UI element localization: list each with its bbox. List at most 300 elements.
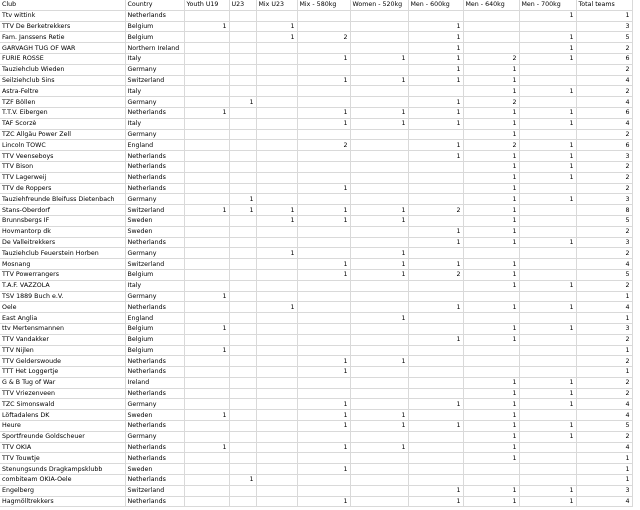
cell-women-520kg[interactable]: 1 [350, 248, 408, 259]
cell-u23[interactable] [229, 86, 256, 97]
cell-mix-580kg[interactable]: 1 [297, 75, 350, 86]
cell-club[interactable]: GARVAGH TUG OF WAR [0, 43, 125, 54]
cell-women-520kg[interactable] [350, 140, 408, 151]
cell-club[interactable]: Fam. Janssens Retie [0, 32, 125, 43]
cell-youth-u19[interactable] [184, 302, 229, 313]
cell-u23[interactable] [229, 215, 256, 226]
cell-men-700kg[interactable] [519, 334, 576, 345]
cell-men-700kg[interactable]: 1 [519, 237, 576, 248]
cell-men-700kg[interactable] [519, 291, 576, 302]
cell-men-600kg[interactable] [408, 172, 463, 183]
cell-u23[interactable] [229, 32, 256, 43]
cell-club[interactable]: G & B Tug of War [0, 377, 125, 388]
cell-youth-u19[interactable]: 1 [184, 345, 229, 356]
cell-men-700kg[interactable] [519, 129, 576, 140]
column-header-men-640kg[interactable]: Men - 640kg [463, 0, 519, 10]
cell-women-520kg[interactable]: 1 [350, 53, 408, 64]
cell-women-520kg[interactable] [350, 367, 408, 378]
cell-total-teams[interactable]: 2 [576, 226, 632, 237]
cell-country[interactable]: Netherlands [125, 453, 184, 464]
cell-mix-u23[interactable] [256, 194, 297, 205]
cell-total-teams[interactable]: 1 [576, 453, 632, 464]
cell-men-640kg[interactable]: 1 [463, 183, 519, 194]
cell-club[interactable]: Engelberg [0, 485, 125, 496]
cell-mix-u23[interactable] [256, 75, 297, 86]
cell-u23[interactable] [229, 367, 256, 378]
cell-men-640kg[interactable] [463, 43, 519, 54]
cell-club[interactable]: Tauziehclub Feuerstein Horben [0, 248, 125, 259]
cell-club[interactable]: Oele [0, 302, 125, 313]
cell-total-teams[interactable]: 2 [576, 377, 632, 388]
cell-men-700kg[interactable]: 1 [519, 323, 576, 334]
cell-country[interactable]: Sweden [125, 215, 184, 226]
cell-women-520kg[interactable] [350, 280, 408, 291]
cell-country[interactable]: Germany [125, 194, 184, 205]
cell-club[interactable]: TZC Allgäu Power Zell [0, 129, 125, 140]
cell-total-teams[interactable]: 3 [576, 194, 632, 205]
cell-men-600kg[interactable]: 1 [408, 64, 463, 75]
cell-total-teams[interactable]: 2 [576, 172, 632, 183]
cell-total-teams[interactable]: 5 [576, 32, 632, 43]
cell-men-640kg[interactable]: 1 [463, 161, 519, 172]
cell-country[interactable]: Germany [125, 129, 184, 140]
cell-club[interactable]: Löftadalens DK [0, 410, 125, 421]
cell-club[interactable]: TTV Touwtje [0, 453, 125, 464]
cell-country[interactable]: Germany [125, 291, 184, 302]
cell-women-520kg[interactable]: 1 [350, 215, 408, 226]
cell-mix-580kg[interactable] [297, 172, 350, 183]
cell-country[interactable]: Netherlands [125, 475, 184, 486]
cell-men-700kg[interactable]: 1 [519, 32, 576, 43]
cell-men-700kg[interactable]: 1 [519, 172, 576, 183]
cell-youth-u19[interactable] [184, 43, 229, 54]
cell-country[interactable]: Germany [125, 97, 184, 108]
cell-men-700kg[interactable] [519, 75, 576, 86]
cell-mix-580kg[interactable] [297, 323, 350, 334]
cell-mix-580kg[interactable]: 1 [297, 442, 350, 453]
cell-country[interactable]: Ireland [125, 377, 184, 388]
cell-u23[interactable] [229, 291, 256, 302]
cell-women-520kg[interactable] [350, 323, 408, 334]
cell-men-600kg[interactable]: 1 [408, 97, 463, 108]
cell-club[interactable]: Hagmölltrekkers [0, 496, 125, 507]
cell-u23[interactable] [229, 496, 256, 507]
cell-men-700kg[interactable] [519, 248, 576, 259]
cell-club[interactable]: TTV de Roppers [0, 183, 125, 194]
cell-total-teams[interactable]: 1 [576, 367, 632, 378]
cell-men-600kg[interactable]: 1 [408, 118, 463, 129]
cell-club[interactable]: Astra-Feltre [0, 86, 125, 97]
cell-total-teams[interactable]: 4 [576, 302, 632, 313]
cell-men-700kg[interactable] [519, 259, 576, 270]
cell-youth-u19[interactable] [184, 215, 229, 226]
cell-mix-u23[interactable] [256, 259, 297, 270]
cell-mix-u23[interactable] [256, 388, 297, 399]
cell-women-520kg[interactable] [350, 194, 408, 205]
cell-mix-580kg[interactable] [297, 291, 350, 302]
cell-u23[interactable] [229, 118, 256, 129]
cell-u23[interactable] [229, 377, 256, 388]
cell-youth-u19[interactable] [184, 140, 229, 151]
cell-men-700kg[interactable]: 1 [519, 388, 576, 399]
cell-mix-u23[interactable] [256, 291, 297, 302]
cell-country[interactable]: Netherlands [125, 183, 184, 194]
cell-men-640kg[interactable]: 1 [463, 118, 519, 129]
cell-club[interactable]: Mosnang [0, 259, 125, 270]
cell-men-640kg[interactable] [463, 32, 519, 43]
cell-u23[interactable] [229, 269, 256, 280]
cell-u23[interactable] [229, 388, 256, 399]
cell-u23[interactable] [229, 75, 256, 86]
cell-youth-u19[interactable]: 1 [184, 21, 229, 32]
cell-mix-u23[interactable] [256, 323, 297, 334]
cell-country[interactable]: Netherlands [125, 107, 184, 118]
cell-club[interactable]: TTV OKIA [0, 442, 125, 453]
cell-men-600kg[interactable] [408, 183, 463, 194]
cell-mix-u23[interactable] [256, 399, 297, 410]
cell-men-600kg[interactable] [408, 280, 463, 291]
cell-u23[interactable] [229, 21, 256, 32]
cell-total-teams[interactable]: 1 [576, 464, 632, 475]
cell-club[interactable]: Seilziehclub Sins [0, 75, 125, 86]
cell-youth-u19[interactable] [184, 269, 229, 280]
cell-u23[interactable] [229, 302, 256, 313]
cell-women-520kg[interactable]: 1 [350, 410, 408, 421]
cell-youth-u19[interactable] [184, 129, 229, 140]
cell-country[interactable]: Netherlands [125, 10, 184, 21]
cell-club[interactable]: TAF Scorzè [0, 118, 125, 129]
cell-club[interactable]: Brunnsbergs IF [0, 215, 125, 226]
cell-club[interactable]: East Anglia [0, 313, 125, 324]
cell-mix-u23[interactable] [256, 140, 297, 151]
cell-mix-u23[interactable] [256, 53, 297, 64]
cell-men-600kg[interactable]: 1 [408, 302, 463, 313]
cell-youth-u19[interactable] [184, 10, 229, 21]
cell-men-700kg[interactable]: 1 [519, 118, 576, 129]
cell-club[interactable]: ttv Mertensmannen [0, 323, 125, 334]
cell-youth-u19[interactable] [184, 464, 229, 475]
cell-club[interactable]: TTV Gelderswoude [0, 356, 125, 367]
cell-men-700kg[interactable] [519, 215, 576, 226]
cell-men-600kg[interactable] [408, 464, 463, 475]
cell-mix-580kg[interactable]: 1 [297, 356, 350, 367]
cell-women-520kg[interactable] [350, 291, 408, 302]
cell-men-700kg[interactable] [519, 367, 576, 378]
cell-club[interactable]: Hovmantorp dk [0, 226, 125, 237]
cell-u23[interactable] [229, 356, 256, 367]
cell-country[interactable]: Germany [125, 399, 184, 410]
cell-women-520kg[interactable]: 1 [350, 205, 408, 216]
cell-youth-u19[interactable] [184, 86, 229, 97]
cell-mix-u23[interactable] [256, 118, 297, 129]
cell-mix-u23[interactable]: 1 [256, 215, 297, 226]
cell-youth-u19[interactable] [184, 421, 229, 432]
cell-mix-u23[interactable] [256, 313, 297, 324]
cell-men-700kg[interactable]: 1 [519, 496, 576, 507]
cell-u23[interactable] [229, 334, 256, 345]
cell-mix-580kg[interactable] [297, 313, 350, 324]
cell-u23[interactable]: 1 [229, 205, 256, 216]
cell-club[interactable]: TTV Bison [0, 161, 125, 172]
cell-country[interactable]: Netherlands [125, 237, 184, 248]
cell-mix-u23[interactable] [256, 377, 297, 388]
cell-men-640kg[interactable]: 1 [463, 151, 519, 162]
cell-u23[interactable] [229, 43, 256, 54]
cell-total-teams[interactable]: 6 [576, 53, 632, 64]
cell-men-640kg[interactable]: 1 [463, 421, 519, 432]
cell-mix-u23[interactable] [256, 107, 297, 118]
cell-women-520kg[interactable]: 1 [350, 421, 408, 432]
cell-youth-u19[interactable] [184, 399, 229, 410]
cell-club[interactable]: Heure [0, 421, 125, 432]
cell-club[interactable]: Lincoln TOWC [0, 140, 125, 151]
cell-country[interactable]: Italy [125, 118, 184, 129]
cell-club[interactable]: Stans-Oberdorf [0, 205, 125, 216]
cell-women-520kg[interactable]: 1 [350, 356, 408, 367]
cell-men-640kg[interactable]: 1 [463, 302, 519, 313]
cell-men-600kg[interactable] [408, 291, 463, 302]
cell-men-600kg[interactable] [408, 453, 463, 464]
cell-men-600kg[interactable]: 1 [408, 32, 463, 43]
cell-youth-u19[interactable] [184, 118, 229, 129]
cell-men-600kg[interactable] [408, 313, 463, 324]
cell-u23[interactable] [229, 464, 256, 475]
cell-u23[interactable] [229, 107, 256, 118]
cell-men-700kg[interactable]: 1 [519, 194, 576, 205]
cell-u23[interactable] [229, 345, 256, 356]
cell-u23[interactable] [229, 140, 256, 151]
cell-u23[interactable] [229, 485, 256, 496]
cell-men-700kg[interactable] [519, 97, 576, 108]
cell-total-teams[interactable]: 3 [576, 237, 632, 248]
cell-men-600kg[interactable]: 1 [408, 421, 463, 432]
cell-mix-580kg[interactable] [297, 97, 350, 108]
cell-women-520kg[interactable] [350, 302, 408, 313]
cell-country[interactable]: Netherlands [125, 367, 184, 378]
cell-mix-580kg[interactable]: 1 [297, 118, 350, 129]
cell-mix-u23[interactable]: 1 [256, 248, 297, 259]
cell-women-520kg[interactable] [350, 399, 408, 410]
cell-men-600kg[interactable] [408, 442, 463, 453]
cell-men-700kg[interactable] [519, 21, 576, 32]
cell-men-700kg[interactable]: 1 [519, 161, 576, 172]
column-header-youth-u19[interactable]: Youth U19 [184, 0, 229, 10]
cell-women-520kg[interactable] [350, 10, 408, 21]
cell-u23[interactable] [229, 431, 256, 442]
cell-women-520kg[interactable] [350, 172, 408, 183]
cell-youth-u19[interactable] [184, 313, 229, 324]
cell-total-teams[interactable]: 2 [576, 280, 632, 291]
column-header-women-520kg[interactable]: Women - 520kg [350, 0, 408, 10]
cell-men-640kg[interactable]: 1 [463, 431, 519, 442]
cell-women-520kg[interactable] [350, 453, 408, 464]
cell-men-600kg[interactable]: 1 [408, 53, 463, 64]
cell-total-teams[interactable]: 4 [576, 75, 632, 86]
cell-mix-580kg[interactable] [297, 43, 350, 54]
cell-mix-u23[interactable] [256, 10, 297, 21]
cell-mix-u23[interactable] [256, 269, 297, 280]
cell-men-700kg[interactable] [519, 183, 576, 194]
cell-men-600kg[interactable] [408, 86, 463, 97]
cell-mix-u23[interactable] [256, 442, 297, 453]
cell-mix-u23[interactable] [256, 485, 297, 496]
cell-men-640kg[interactable]: 2 [463, 140, 519, 151]
cell-total-teams[interactable]: 1 [576, 475, 632, 486]
cell-u23[interactable] [229, 151, 256, 162]
cell-men-600kg[interactable]: 1 [408, 226, 463, 237]
cell-men-600kg[interactable]: 1 [408, 334, 463, 345]
cell-men-700kg[interactable]: 1 [519, 151, 576, 162]
cell-mix-u23[interactable] [256, 453, 297, 464]
cell-total-teams[interactable]: 8 [576, 205, 632, 216]
cell-u23[interactable] [229, 410, 256, 421]
cell-total-teams[interactable]: 2 [576, 356, 632, 367]
cell-country[interactable]: England [125, 313, 184, 324]
cell-club[interactable]: TSV 1889 Buch e.V. [0, 291, 125, 302]
cell-youth-u19[interactable]: 1 [184, 410, 229, 421]
cell-women-520kg[interactable] [350, 129, 408, 140]
cell-women-520kg[interactable] [350, 431, 408, 442]
cell-mix-580kg[interactable] [297, 453, 350, 464]
cell-men-640kg[interactable]: 1 [463, 280, 519, 291]
cell-youth-u19[interactable] [184, 356, 229, 367]
cell-men-640kg[interactable]: 1 [463, 226, 519, 237]
cell-youth-u19[interactable] [184, 183, 229, 194]
cell-country[interactable]: Belgium [125, 32, 184, 43]
cell-mix-u23[interactable] [256, 410, 297, 421]
cell-mix-u23[interactable] [256, 161, 297, 172]
cell-total-teams[interactable]: 5 [576, 215, 632, 226]
cell-total-teams[interactable]: 4 [576, 442, 632, 453]
cell-total-teams[interactable]: 4 [576, 410, 632, 421]
cell-women-520kg[interactable] [350, 237, 408, 248]
cell-mix-580kg[interactable] [297, 377, 350, 388]
cell-men-600kg[interactable]: 1 [408, 259, 463, 270]
cell-mix-u23[interactable]: 1 [256, 205, 297, 216]
cell-country[interactable]: Netherlands [125, 388, 184, 399]
cell-total-teams[interactable]: 1 [576, 313, 632, 324]
cell-mix-u23[interactable] [256, 86, 297, 97]
cell-u23[interactable] [229, 313, 256, 324]
cell-country[interactable]: Italy [125, 280, 184, 291]
cell-country[interactable]: Sweden [125, 464, 184, 475]
cell-men-640kg[interactable]: 1 [463, 496, 519, 507]
cell-mix-580kg[interactable] [297, 64, 350, 75]
cell-country[interactable]: Netherlands [125, 151, 184, 162]
cell-mix-580kg[interactable] [297, 388, 350, 399]
cell-country[interactable]: Belgium [125, 334, 184, 345]
cell-total-teams[interactable]: 2 [576, 248, 632, 259]
cell-men-600kg[interactable] [408, 388, 463, 399]
cell-men-640kg[interactable]: 1 [463, 129, 519, 140]
cell-mix-580kg[interactable]: 1 [297, 183, 350, 194]
cell-men-640kg[interactable] [463, 291, 519, 302]
cell-mix-580kg[interactable] [297, 302, 350, 313]
cell-mix-u23[interactable] [256, 64, 297, 75]
cell-men-640kg[interactable] [463, 475, 519, 486]
cell-mix-580kg[interactable] [297, 21, 350, 32]
cell-country[interactable]: Italy [125, 86, 184, 97]
cell-mix-u23[interactable] [256, 97, 297, 108]
cell-mix-580kg[interactable]: 1 [297, 215, 350, 226]
cell-men-640kg[interactable]: 1 [463, 485, 519, 496]
cell-country[interactable]: Switzerland [125, 485, 184, 496]
cell-mix-580kg[interactable]: 1 [297, 259, 350, 270]
cell-country[interactable]: Germany [125, 64, 184, 75]
cell-men-640kg[interactable]: 1 [463, 323, 519, 334]
cell-men-600kg[interactable] [408, 356, 463, 367]
cell-women-520kg[interactable]: 1 [350, 269, 408, 280]
cell-mix-u23[interactable] [256, 172, 297, 183]
cell-mix-580kg[interactable] [297, 345, 350, 356]
cell-men-600kg[interactable]: 1 [408, 140, 463, 151]
cell-u23[interactable] [229, 280, 256, 291]
cell-total-teams[interactable]: 2 [576, 43, 632, 54]
cell-men-640kg[interactable]: 2 [463, 53, 519, 64]
cell-club[interactable]: TTT Het Loggertje [0, 367, 125, 378]
cell-women-520kg[interactable] [350, 151, 408, 162]
cell-women-520kg[interactable] [350, 64, 408, 75]
cell-youth-u19[interactable] [184, 32, 229, 43]
cell-mix-u23[interactable] [256, 237, 297, 248]
cell-men-640kg[interactable] [463, 21, 519, 32]
cell-club[interactable]: TZC Simonswald [0, 399, 125, 410]
cell-men-600kg[interactable] [408, 248, 463, 259]
cell-mix-580kg[interactable]: 1 [297, 399, 350, 410]
cell-u23[interactable]: 1 [229, 97, 256, 108]
cell-women-520kg[interactable] [350, 334, 408, 345]
cell-club[interactable]: T.A.F. VAZZOLA [0, 280, 125, 291]
cell-men-600kg[interactable] [408, 367, 463, 378]
cell-men-700kg[interactable]: 1 [519, 485, 576, 496]
cell-youth-u19[interactable]: 1 [184, 291, 229, 302]
cell-u23[interactable] [229, 259, 256, 270]
cell-women-520kg[interactable] [350, 226, 408, 237]
cell-women-520kg[interactable] [350, 86, 408, 97]
cell-men-600kg[interactable] [408, 377, 463, 388]
cell-youth-u19[interactable] [184, 237, 229, 248]
cell-total-teams[interactable]: 2 [576, 431, 632, 442]
cell-women-520kg[interactable] [350, 464, 408, 475]
cell-men-600kg[interactable]: 1 [408, 399, 463, 410]
cell-men-640kg[interactable] [463, 367, 519, 378]
cell-men-640kg[interactable]: 2 [463, 97, 519, 108]
cell-total-teams[interactable]: 2 [576, 64, 632, 75]
cell-club[interactable]: Tauziehfreunde Bleifuss Dietenbach [0, 194, 125, 205]
cell-men-600kg[interactable] [408, 323, 463, 334]
cell-men-700kg[interactable]: 1 [519, 53, 576, 64]
cell-women-520kg[interactable] [350, 377, 408, 388]
cell-men-700kg[interactable]: 1 [519, 280, 576, 291]
cell-club[interactable]: Stenungsunds Dragkampsklubb [0, 464, 125, 475]
cell-men-640kg[interactable]: 1 [463, 194, 519, 205]
cell-men-700kg[interactable]: 1 [519, 302, 576, 313]
cell-country[interactable]: Germany [125, 431, 184, 442]
cell-club[interactable]: TTV Veenseboys [0, 151, 125, 162]
cell-total-teams[interactable]: 2 [576, 388, 632, 399]
cell-men-600kg[interactable] [408, 161, 463, 172]
cell-men-640kg[interactable]: 1 [463, 269, 519, 280]
cell-men-700kg[interactable] [519, 453, 576, 464]
cell-women-520kg[interactable] [350, 496, 408, 507]
cell-mix-u23[interactable] [256, 475, 297, 486]
cell-mix-580kg[interactable]: 1 [297, 269, 350, 280]
cell-club[interactable]: Tauziehclub Wieden [0, 64, 125, 75]
cell-mix-u23[interactable] [256, 183, 297, 194]
cell-total-teams[interactable]: 4 [576, 97, 632, 108]
cell-country[interactable]: Netherlands [125, 496, 184, 507]
cell-men-700kg[interactable] [519, 269, 576, 280]
